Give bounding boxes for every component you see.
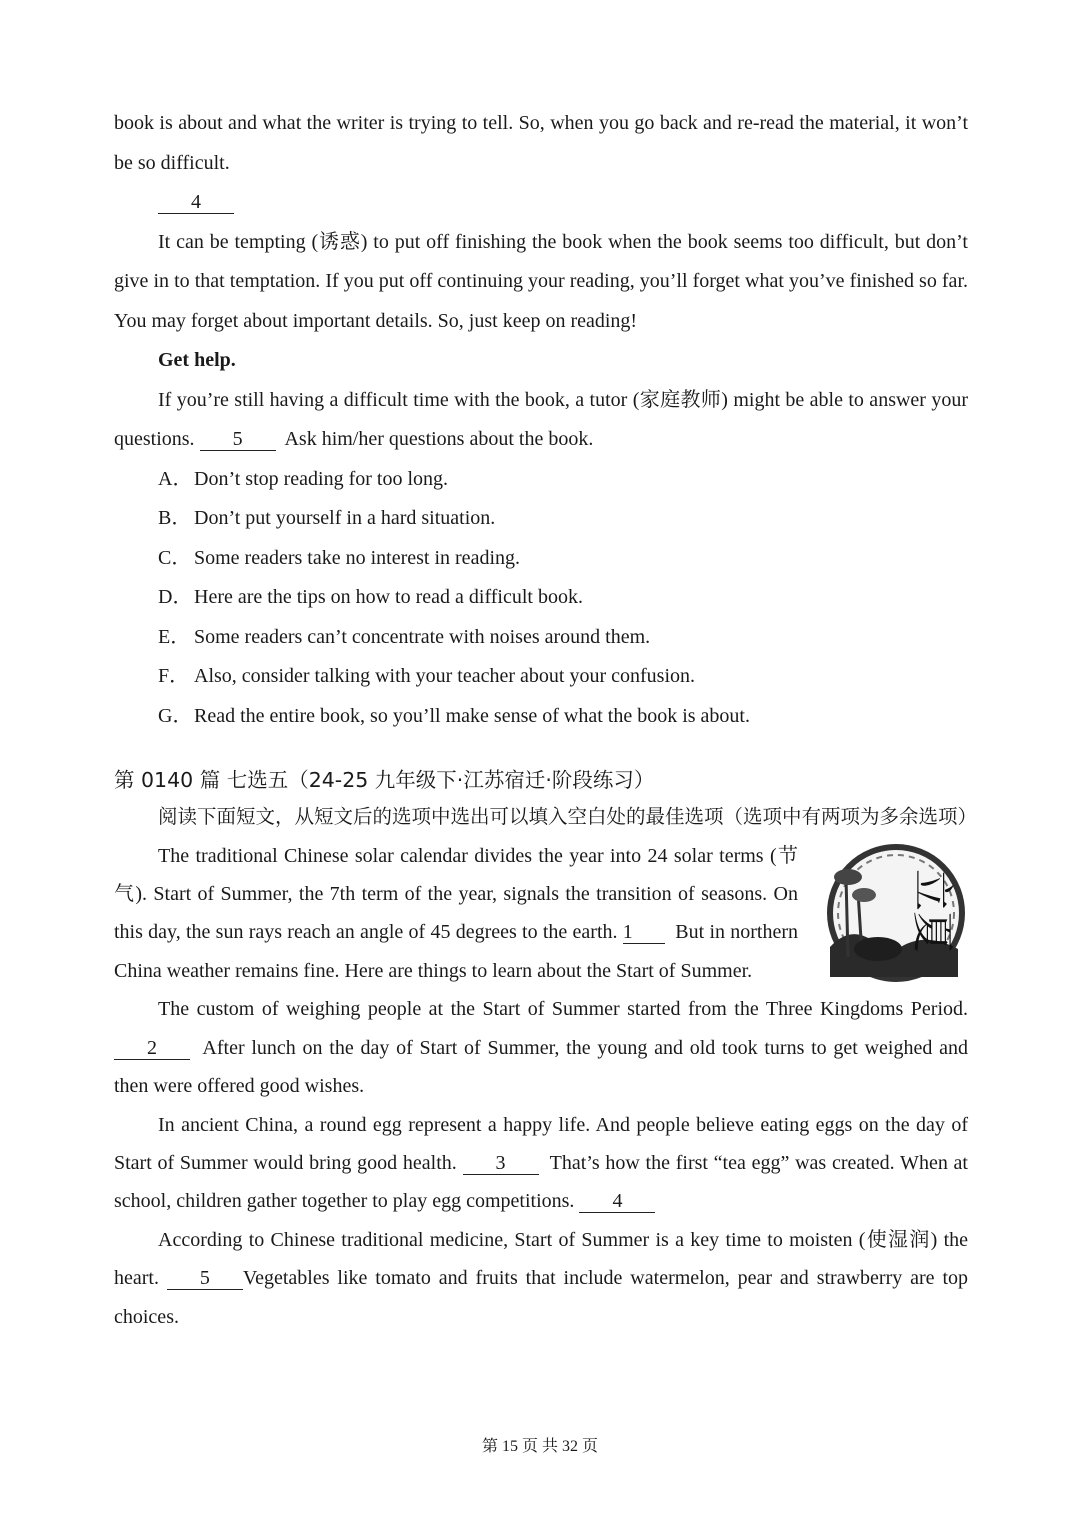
- answer-blank[interactable]: 5: [200, 428, 276, 451]
- option-item[interactable]: E． Some readers can’t concentrate with noises around them.: [158, 625, 651, 648]
- option-item[interactable]: F． Also, consider talking with your teacher about your confusion.: [158, 665, 695, 688]
- section-title: 第 0140 篇 七选五（24-25 九年级下·江苏宿迁·阶段练习）: [114, 767, 655, 792]
- document-page: [114, 104, 978, 1336]
- paragraph-solar-terms: The traditional Chinese solar calendar divides the year into 24 solar terms (节气). Start of Summer, the 7th term of the year, signals the transition of seasons. On this day, the sun rays reach an angle of 45 degrees to the earth. 1 But in northern China weather remains fine. Here are things to learn about the Start of Summer.: [114, 844, 799, 982]
- option-item[interactable]: G．Read the entire book, so you’ll make sense of what the book is about.: [158, 705, 750, 728]
- article-body: [114, 837, 968, 1336]
- start-of-summer-seal-image: [818, 837, 968, 989]
- option-item[interactable]: B． Don’t put yourself in a hard situation.: [158, 507, 496, 530]
- option-item[interactable]: A．Don’t stop reading for too long.: [158, 467, 449, 490]
- answer-blank[interactable]: 4: [158, 191, 234, 214]
- paragraph-tempting: It can be tempting (诱惑) to put off finishing the book when the book seems too difficult, but don’t give in to that temptation. If you put off continuing your reading, you’ll forget what you’ve finished so far. You may forget about important details. So, just keep on reading!: [114, 230, 968, 332]
- subheading-get-help: Get help.: [158, 349, 236, 371]
- paragraph-weighing: The custom of weighing people at the Start of Summer started from the Three Kingdoms Period. 2 After lunch on the day of Start of Summer, the young and old took turns to get weighed and then were offered good wishes.: [114, 998, 968, 1098]
- answer-blank[interactable]: 1: [623, 921, 665, 944]
- section-instruction: 阅读下面短文，从短文后的选项中选出可以填入空白处的最佳选项（选项中有两项为多余选项）: [158, 806, 978, 828]
- continued-paragraph: book is about and what the writer is trying to tell. So, when you go back and re-read the material, it won’t be so difficult.: [114, 112, 968, 174]
- paragraph-medicine: According to Chinese traditional medicine, Start of Summer is a key time to moisten (使湿润) the heart. 5 Vegetables like tomato and fruits that include watermelon, pear and strawberry are top choices.: [114, 1228, 968, 1328]
- seal-label: 立夏: [908, 868, 957, 953]
- answer-blank[interactable]: 5: [167, 1267, 243, 1290]
- option-item[interactable]: D．Here are the tips on how to read a difficult book.: [158, 586, 583, 609]
- option-list: [114, 460, 968, 737]
- page-footer: 第 15 页 共 32 页: [481, 1438, 598, 1455]
- answer-blank[interactable]: 4: [579, 1190, 655, 1213]
- option-item[interactable]: C． Some readers take no interest in reading.: [158, 546, 520, 569]
- paragraph-eggs: In ancient China, a round egg represent a happy life. And people believe eating eggs on the day of Start of Summer would bring good health. 3 That’s how the first “tea egg” was created. When at school, children gather together to play egg competitions. 4: [114, 1113, 968, 1213]
- answer-blank[interactable]: 2: [114, 1037, 190, 1060]
- blank-line-4: [114, 183, 968, 223]
- answer-blank[interactable]: 3: [463, 1152, 539, 1175]
- paragraph-tutor: If you’re still having a difficult time with the book, a tutor (家庭教师) might be able to answer your questions. 5 Ask him/her questions about the book.: [114, 388, 968, 450]
